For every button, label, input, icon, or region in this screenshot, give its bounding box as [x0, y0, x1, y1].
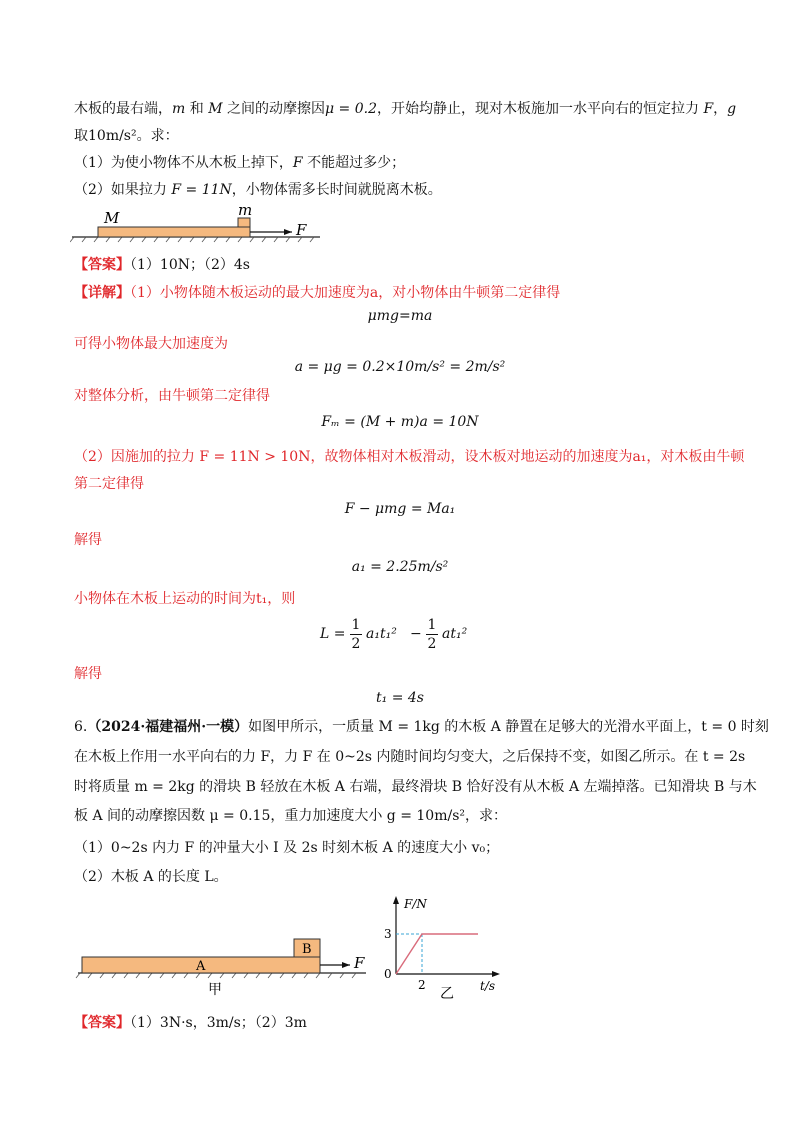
- label-F: F: [296, 221, 307, 239]
- p5-answer: [74, 255, 250, 275]
- p5-question-2: [74, 180, 442, 200]
- p5-text: 和: [185, 101, 209, 117]
- frac-den: 2: [351, 636, 361, 652]
- p5-var-F: F: [292, 155, 303, 171]
- eq6-L: L =: [320, 626, 346, 642]
- origin-label: 0: [384, 967, 392, 981]
- frac-num: 1: [351, 617, 361, 633]
- p5-var-m: m: [172, 101, 186, 117]
- p5-text: ，: [713, 101, 728, 117]
- p5-var-M: M: [208, 101, 223, 117]
- caption-yi: 乙: [440, 986, 454, 1000]
- force-series-line: [396, 934, 478, 974]
- detail-text: （1）小物体随木板运动的最大加速度为a，对小物体由牛顿第二定律得: [130, 285, 561, 301]
- p5-text: 木板的最右端，: [74, 101, 172, 117]
- p5-mu: μ = 0.2: [324, 101, 377, 117]
- p6-question-2: （2）木板 A 的长度 L。: [74, 869, 228, 885]
- x-axis-arrow: [492, 971, 500, 977]
- p5-figure: [70, 204, 330, 244]
- label-F: F: [354, 954, 365, 972]
- p6-answer: [74, 1013, 307, 1033]
- detail-tag: 【详解】: [74, 285, 130, 301]
- answer-tag: 【答案】: [74, 1015, 130, 1031]
- y-tick-3: 3: [384, 927, 392, 941]
- eq6-minus: −: [410, 626, 422, 642]
- p5-force-value: F = 11N: [171, 182, 232, 198]
- label-A: A: [196, 959, 206, 974]
- answer-text: （1）10N；（2）4s: [130, 257, 250, 273]
- eq-3: Fₘ = (M + m)a = 10N: [321, 414, 479, 430]
- p6-question-1: （1）0~2s 内力 F 的冲量大小 I 及 2s 时刻木板 A 的速度大小 v₀；: [74, 840, 500, 856]
- eq-1: μmg=ma: [367, 308, 433, 324]
- p5-question-1: [74, 153, 405, 173]
- p6-figure-yi-graph: [376, 890, 526, 1000]
- text-whole: 对整体分析，由牛顿第二定律得: [74, 388, 270, 404]
- p5-text: 之间的动摩擦因: [222, 101, 325, 117]
- p6-line-4: 板 A 间的动摩擦因数 μ = 0.15，重力加速度大小 g = 10m/s²，求：: [74, 808, 508, 824]
- eq-7: t₁ = 4s: [376, 690, 424, 706]
- p6-figure-jia: [74, 930, 374, 1002]
- p5-text: （2）如果拉力: [74, 182, 172, 198]
- text-part2-a: （2）因施加的拉力 F = 11N > 10N，故物体相对木板滑动，设木板对地运动的加速度为a₁，对木板由牛顿: [74, 449, 745, 465]
- frac-den: 2: [427, 636, 437, 652]
- problem-source: （2024·福建福州·一模）: [87, 719, 249, 735]
- p5-detail: [74, 283, 560, 303]
- eq6-frac2: [426, 616, 438, 653]
- x-axis-label: t/s: [480, 979, 496, 993]
- answer-tag: 【答案】: [74, 257, 130, 273]
- ground-hatch: [70, 237, 314, 242]
- p6-line-3: 时将质量 m = 2kg 的滑块 B 轻放在木板 A 右端，最终滑块 B 恰好没有从木板 A 左端掉落。已知滑块 B 与木: [74, 779, 757, 795]
- text-part2-b: 第二定律得: [74, 476, 144, 492]
- eq6-term1: a₁t₁²: [366, 626, 397, 642]
- block-m: [238, 218, 250, 227]
- eq6-term2: at₁²: [442, 626, 468, 642]
- x-tick-2: 2: [418, 978, 426, 992]
- p5-line-1: [74, 99, 736, 119]
- label-M: M: [104, 209, 120, 227]
- y-axis-arrow: [393, 896, 399, 904]
- label-m: m: [238, 204, 253, 219]
- problem-number: 6.: [74, 719, 88, 735]
- p5-text: ，小物体需多长时间就脱离木板。: [231, 182, 442, 198]
- text-max-accel: 可得小物体最大加速度为: [74, 336, 228, 352]
- p5-text: ，开始均静止，现对木板施加一水平向右的恒定拉力: [376, 101, 704, 117]
- p5-line-2: 取10m/s²。求：: [74, 128, 179, 144]
- p6-line-2: 在木板上作用一水平向右的力 F，力 F 在 0~2s 内随时间均匀变大，之后保持不变，如图乙所示。在 t = 2s: [74, 749, 746, 765]
- text-time: 小物体在木板上运动的时间为t₁，则: [74, 591, 296, 607]
- p6-text: 如图甲所示，一质量 M = 1kg 的木板 A 静置在足够大的光滑水平面上，t = 0 时刻: [248, 719, 769, 735]
- eq-4: F − μmg = Ma₁: [344, 501, 456, 517]
- eq-5: a₁ = 2.25m/s²: [351, 559, 449, 575]
- board-M: [98, 227, 250, 237]
- p6-line-1: [74, 717, 769, 737]
- force-arrow-head: [284, 229, 292, 235]
- p5-text: （1）为使小物体不从木板上掉下，: [74, 155, 293, 171]
- label-B: B: [302, 942, 312, 957]
- text-solve-2: 解得: [74, 666, 102, 682]
- text-solve-1: 解得: [74, 532, 102, 548]
- caption-jia: 甲: [208, 982, 222, 998]
- answer-text: （1）3N·s，3m/s；（2）3m: [130, 1015, 307, 1031]
- p5-var-F: F: [703, 101, 714, 117]
- eq6-frac1: [350, 616, 362, 653]
- ground-hatch: [76, 973, 356, 978]
- force-arrow-head: [342, 962, 350, 968]
- eq-2: a = μg = 0.2×10m/s² = 2m/s²: [294, 359, 506, 375]
- p5-var-g: g: [727, 101, 737, 117]
- frac-num: 1: [427, 617, 437, 633]
- y-axis-label: F/N: [404, 897, 427, 911]
- p5-text: 不能超过多少；: [302, 155, 406, 171]
